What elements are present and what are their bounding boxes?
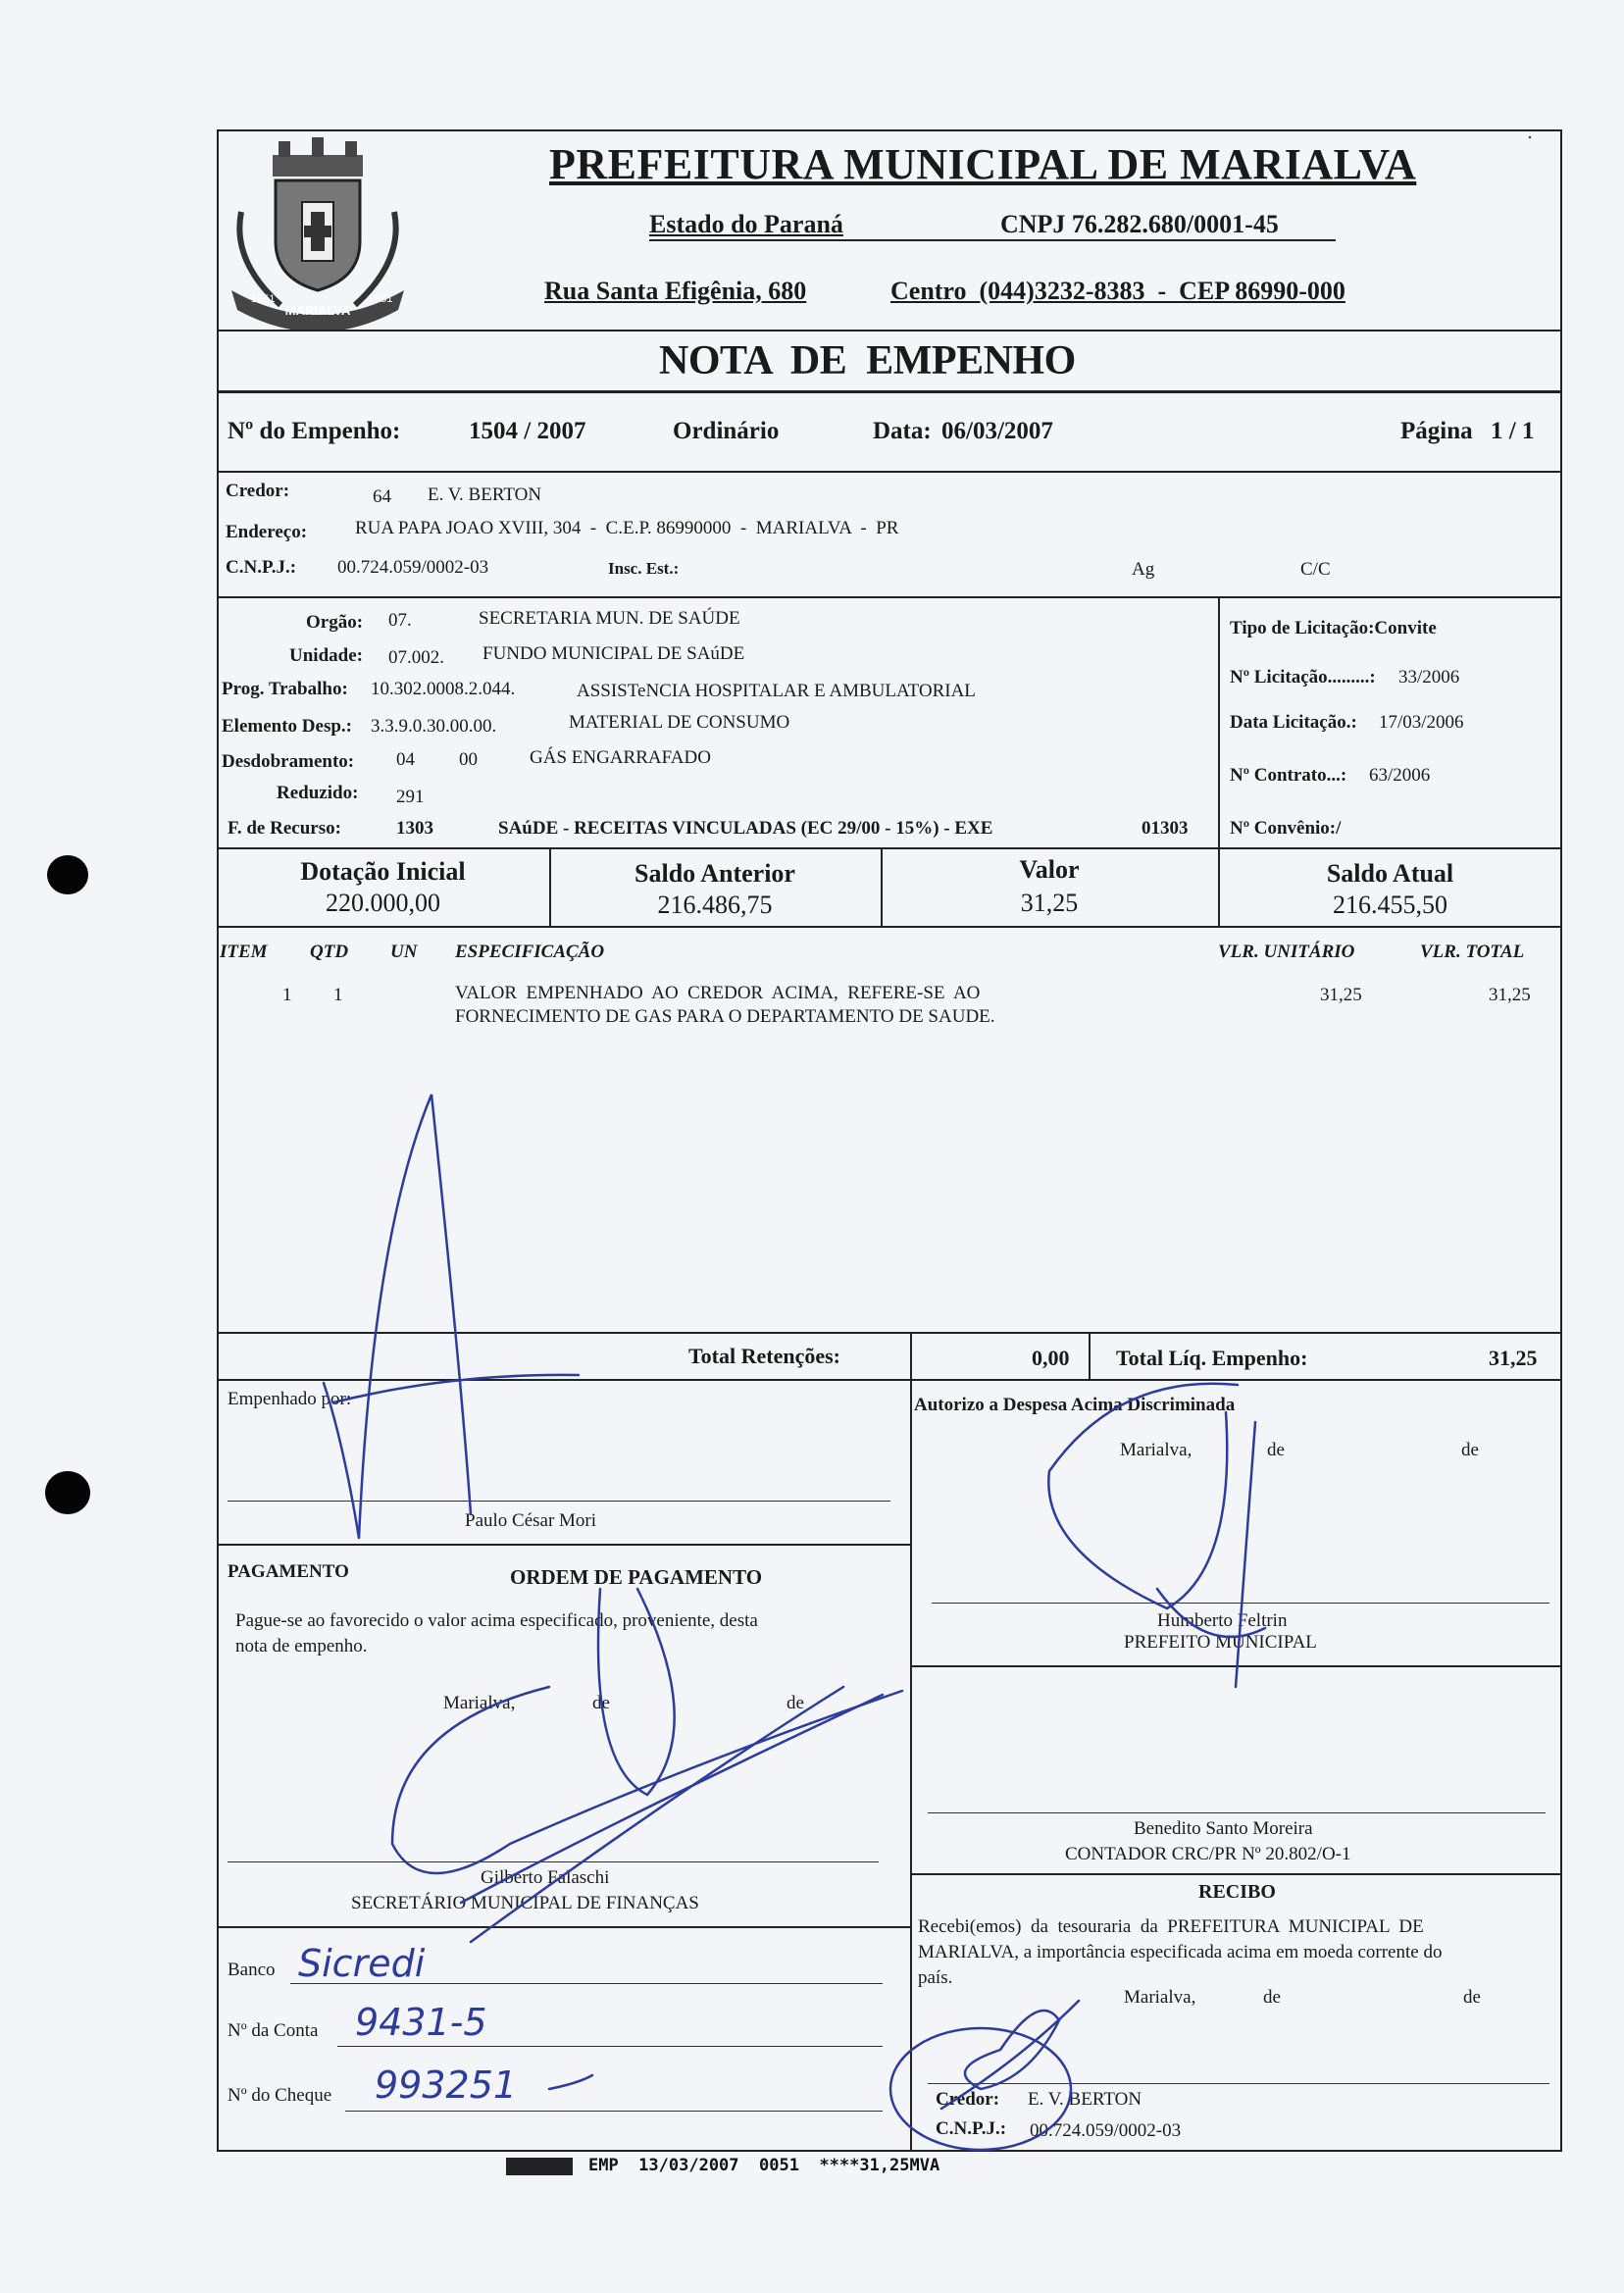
credor-cnpj: 00.724.059/0002-03 — [337, 557, 489, 578]
licitacao-date-label: Data Licitação.: — [1230, 712, 1357, 733]
prefeito-role: PREFEITO MUNICIPAL — [1124, 1632, 1317, 1653]
insc-est-label: Insc. Est.: — [608, 559, 680, 578]
conta-handwritten: 9431-5 — [355, 2001, 487, 2044]
saldo-atual-value: 216.455,50 — [1333, 891, 1447, 919]
unidade-label: Unidade: — [289, 645, 363, 666]
item-number: 1 — [282, 985, 292, 1005]
divider-autorizo — [910, 1665, 1562, 1667]
empenho-type: Ordinário — [673, 418, 780, 444]
crest-year-left: 1951 — [251, 293, 276, 305]
conta-line — [337, 2046, 883, 2047]
autorizo-city: Marialva, — [1120, 1440, 1193, 1460]
recibo-text-line-3: país. — [918, 1967, 953, 1988]
item-spec-line-2: FORNECIMENTO DE GAS PARA O DEPARTAMENTO DE SAUDE. — [455, 1006, 995, 1027]
saldo-atual-label: Saldo Atual — [1326, 859, 1454, 888]
prog-trabalho-name: ASSISTeNCIA HOSPITALAR E AMBULATORIAL — [577, 681, 976, 701]
credor-address: RUA PAPA JOAO XVIII, 304 - C.E.P. 86990000 - MARIALVA - PR — [355, 518, 899, 538]
contador-role: CONTADOR CRC/PR Nº 20.802/O-1 — [1065, 1844, 1351, 1864]
header-address: Rua Santa Efigênia, 680 — [544, 277, 807, 305]
banco-handwritten: Sicredi — [298, 1942, 426, 1985]
divider-totals — [217, 1379, 1562, 1381]
recurso-code-2: 01303 — [1142, 818, 1189, 839]
empenho-date-label: Data: — [873, 418, 932, 444]
col-item: ITEM — [220, 942, 268, 962]
elemento-label: Elemento Desp.: — [222, 716, 352, 737]
secretario-role: SECRETÁRIO MUNICIPAL DE FINANÇAS — [351, 1893, 699, 1913]
cc-label: C/C — [1300, 559, 1331, 580]
empenho-date: 06/03/2007 — [941, 418, 1053, 444]
header-cnpj: CNPJ 76.282.680/0001-45 — [1000, 210, 1279, 238]
punch-hole-top — [47, 855, 88, 894]
contador-name: Benedito Santo Moreira — [1134, 1818, 1313, 1839]
recibo-city: Marialva, — [1124, 1987, 1196, 2008]
recurso-code: 1303 — [396, 818, 433, 839]
retencoes-value: 0,00 — [1032, 1346, 1070, 1370]
autorizo-de-1: de — [1267, 1440, 1285, 1460]
unidade-code: 07.002. — [388, 647, 444, 668]
valor-label: Valor — [1019, 855, 1080, 884]
divider-title — [217, 390, 1562, 393]
cheque-handwritten: 993251 — [375, 2064, 518, 2107]
recurso-name: SAúDE - RECEITAS VINCULADAS (EC 29/00 - 15%) - EXE — [498, 818, 993, 839]
recibo-de-2: de — [1463, 1987, 1481, 2008]
item-unit-value: 31,25 — [1320, 985, 1362, 1005]
recibo-credor-name: E. V. BERTON — [1028, 2089, 1142, 2110]
item-qtd: 1 — [333, 985, 343, 1005]
licitacao-number: 33/2006 — [1398, 667, 1460, 688]
recibo-credor-label: Credor: — [936, 2089, 1000, 2110]
retencoes-label: Total Retenções: — [688, 1344, 840, 1368]
recibo-label: RECIBO — [1198, 1881, 1276, 1903]
address-label: Endereço: — [226, 522, 308, 542]
prefeito-name: Humberto Feltrin — [1157, 1610, 1288, 1631]
pagamento-de-1: de — [592, 1693, 610, 1713]
liquido-label: Total Líq. Empenho: — [1116, 1346, 1308, 1370]
municipal-crest — [222, 133, 414, 330]
saldo-anterior-value: 216.486,75 — [657, 891, 773, 919]
col-total-value: VLR. TOTAL — [1420, 942, 1525, 962]
valor-value: 31,25 — [1020, 889, 1079, 917]
header-title: PREFEITURA MUNICIPAL DE MARIALVA — [549, 140, 1417, 188]
orgao-label: Orgão: — [306, 612, 364, 633]
divider-budget — [217, 847, 1562, 849]
pagamento-signature-line — [228, 1861, 879, 1862]
recibo-text-line-1: Recebi(emos) da tesouraria da PREFEITURA MUNICIPAL DE — [918, 1916, 1424, 1937]
pagamento-city: Marialva, — [443, 1693, 516, 1713]
divider-budget-licitacao — [1218, 596, 1220, 847]
crest-banner-text: MARIALVA — [284, 303, 351, 318]
reduzido-value: 291 — [396, 787, 425, 807]
contrato-number: 63/2006 — [1369, 765, 1431, 786]
divider-saldos — [217, 926, 1562, 928]
convenio-label: Nº Convênio:/ — [1230, 818, 1342, 839]
licitacao-date: 17/03/2006 — [1379, 712, 1464, 733]
divider-header — [217, 330, 1562, 331]
desdobramento-label: Desdobramento: — [222, 751, 355, 772]
header-state-underline — [649, 239, 1336, 241]
ag-label: Ag — [1132, 559, 1155, 580]
prog-trabalho-code: 10.302.0008.2.044. — [371, 679, 516, 699]
unidade-name: FUNDO MUNICIPAL DE SAúDE — [482, 643, 745, 664]
banco-label: Banco — [228, 1960, 276, 1980]
contrato-label: Nº Contrato...: — [1230, 765, 1347, 786]
empenhado-name: Paulo César Mori — [465, 1510, 597, 1531]
secretario-name: Gilberto Falaschi — [481, 1867, 610, 1888]
elemento-code: 3.3.9.0.30.00.00. — [371, 716, 497, 737]
header-contact: Centro (044)3232-8383 - CEP 86990-000 — [890, 277, 1345, 305]
credor-code: 64 — [373, 486, 391, 507]
col-unit-value: VLR. UNITÁRIO — [1218, 942, 1355, 962]
recibo-cnpj-label: C.N.P.J.: — [936, 2118, 1007, 2139]
desdobramento-code-1: 04 — [396, 749, 415, 770]
credor-label: Credor: — [226, 481, 290, 501]
prog-trabalho-label: Prog. Trabalho: — [222, 679, 348, 699]
divider-signatures-middle — [910, 1379, 912, 2152]
stamp-logo — [506, 2158, 573, 2175]
desdobramento-name: GÁS ENGARRAFADO — [530, 747, 711, 768]
empenho-number: 1504 / 2007 — [469, 418, 586, 444]
divider-credor — [217, 596, 1562, 598]
recibo-de-1: de — [1263, 1987, 1281, 2008]
divider-totals-2 — [1089, 1332, 1091, 1379]
divider-contador — [910, 1873, 1562, 1875]
liquido-value: 31,25 — [1489, 1346, 1538, 1370]
divider-empenho — [217, 471, 1562, 473]
tipo-licitacao: Tipo de Licitação:Convite — [1230, 618, 1437, 638]
document-title: NOTA DE EMPENHO — [659, 338, 1076, 383]
dotacao-label: Dotação Inicial — [300, 857, 466, 886]
elemento-name: MATERIAL DE CONSUMO — [569, 712, 790, 733]
reduzido-label: Reduzido: — [277, 783, 359, 803]
credor-name: E. V. BERTON — [428, 484, 542, 505]
col-un: UN — [390, 942, 418, 962]
dotacao-value: 220.000,00 — [326, 889, 440, 917]
autorizo-de-2: de — [1461, 1440, 1479, 1460]
licitacao-number-label: Nº Licitação.........: — [1230, 667, 1376, 688]
col-qtd: QTD — [310, 942, 349, 962]
cnpj-label: C.N.P.J.: — [226, 557, 297, 578]
saldo-anterior-label: Saldo Anterior — [634, 859, 795, 888]
pagamento-label: PAGAMENTO — [228, 1561, 349, 1582]
cheque-line — [345, 2111, 883, 2112]
empenhado-label: Empenhado por: — [228, 1389, 352, 1409]
pagamento-de-2: de — [787, 1693, 804, 1713]
pagamento-text-line-1: Pague-se ao favorecido o valor acima especificado, proveniente, desta — [235, 1610, 758, 1631]
divider-totals-1 — [910, 1332, 912, 1379]
recurso-label: F. de Recurso: — [228, 818, 341, 839]
page-number: 1 / 1 — [1491, 418, 1535, 444]
page-label: Página — [1400, 418, 1473, 444]
item-total-value: 31,25 — [1489, 985, 1531, 1005]
conta-label: Nº da Conta — [228, 2020, 319, 2041]
contador-signature-line — [928, 1812, 1546, 1813]
orgao-name: SECRETARIA MUN. DE SAÚDE — [479, 608, 740, 629]
pagamento-text-line-2: nota de empenho. — [235, 1636, 368, 1656]
orgao-code: 07. — [388, 610, 412, 631]
crest-year-right: 1951 — [369, 293, 393, 305]
autorizo-signature-line — [932, 1603, 1549, 1604]
recibo-cnpj: 00.724.059/0002-03 — [1030, 2120, 1182, 2141]
banco-line — [290, 1983, 883, 1984]
recibo-signature-line — [928, 2083, 1549, 2084]
divider-items — [217, 1332, 1562, 1334]
item-spec-line-1: VALOR EMPENHADO AO CREDOR ACIMA, REFERE-SE AO — [455, 983, 981, 1003]
desdobramento-code-2: 00 — [459, 749, 478, 770]
cheque-label: Nº do Cheque — [228, 2085, 332, 2106]
divider-empenhado — [217, 1544, 910, 1546]
empenho-number-label: Nº do Empenho: — [228, 418, 401, 444]
punch-hole-bottom — [45, 1471, 90, 1514]
col-spec: ESPECIFICAÇÃO — [455, 942, 605, 962]
autorizo-label: Autorizo a Despesa Acima Discriminada — [914, 1395, 1236, 1415]
empenhado-signature-line — [228, 1501, 890, 1502]
recibo-text-line-2: MARIALVA, a importância especificada acima em moeda corrente do — [918, 1942, 1443, 1962]
header-state: Estado do Paraná — [649, 210, 843, 238]
ordem-pagamento-label: ORDEM DE PAGAMENTO — [510, 1565, 763, 1589]
authentication-stamp: EMP 13/03/2007 0051 ****31,25MVA — [588, 2156, 940, 2175]
divider-pagamento — [217, 1926, 910, 1928]
